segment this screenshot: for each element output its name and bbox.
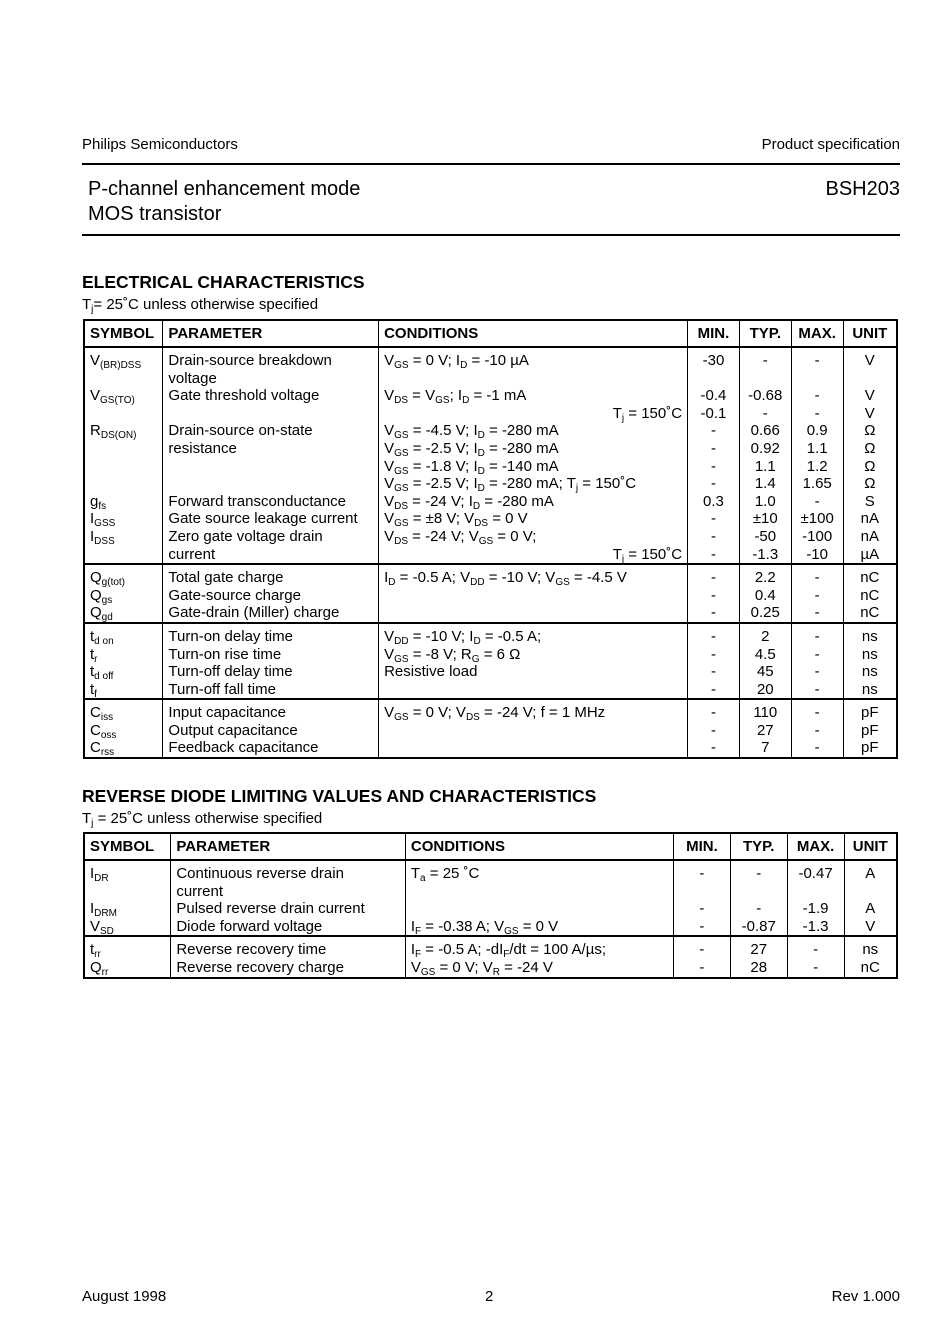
typ-cell: - - -0.87: [730, 860, 787, 936]
symbol-cell: $V_{(BR)DSS}$ $V_{GS(TO)}$ $R_{DS(ON)}$ $g_{fs}$ $I_{GSS}$ $I_{DSS}$: [84, 347, 163, 564]
max-cell: - -: [787, 936, 844, 977]
symbol-cell: $Q_{g(tot)}$ $Q_{gs}$ $Q_{gd}$: [84, 564, 163, 623]
col-conditions: CONDITIONS: [379, 320, 688, 347]
reverse-diode-table: [83, 832, 898, 979]
footer-revision: Rev 1.000: [831, 1288, 900, 1305]
symbol-cell: $t_{rr}$ $Q_{rr}$: [84, 936, 171, 977]
company-name: Philips Semiconductors: [82, 136, 238, 153]
unit-cell: V V V Ω Ω Ω Ω S nA nA µA: [843, 347, 897, 564]
col-unit: UNIT: [844, 833, 897, 860]
title-line-1: P-channel enhancement mode: [88, 178, 361, 200]
col-conditions: CONDITIONS: [405, 833, 673, 860]
part-number: BSH203: [825, 178, 900, 200]
min-cell: - - -: [688, 699, 740, 758]
parameter-cell: Reverse recovery time Reverse recovery charge: [171, 936, 406, 977]
symbol-cell: $I_{DR}$ $I_{DRM}$ $V_{SD}$: [84, 860, 171, 936]
typ-cell: 27 28: [730, 936, 787, 977]
symbol-cell: $t_{d on}$ $t_r$ $t_{d off}$ $t_f$: [84, 623, 163, 699]
max-cell: - - - 0.9 1.1 1.2 1.65 - ±100 -100 -10: [791, 347, 843, 564]
table-row: [84, 936, 897, 977]
conditions-cell: $T_a = 25$ ˚C $I_F = -0.38$ A; $V_{GS} = 0$ V: [405, 860, 673, 936]
unit-cell: nC nC nC: [843, 564, 897, 623]
table-row: [84, 860, 897, 936]
reverse-condition-note: [82, 810, 322, 827]
col-typ: TYP.: [730, 833, 787, 860]
footer-page-number: 2: [485, 1288, 494, 1305]
document-title: [88, 177, 360, 227]
max-cell: -0.47 -1.9 -1.3: [787, 860, 844, 936]
col-parameter: PARAMETER: [171, 833, 406, 860]
electrical-characteristics-table: [83, 319, 898, 759]
col-symbol: SYMBOL: [84, 833, 171, 860]
typ-cell: - -0.68 - 0.66 0.92 1.1 1.4 1.0 ±10 -50 -1.3: [739, 347, 791, 564]
parameter-cell: Total gate charge Gate-source charge Gate-drain (Miller) charge: [163, 564, 379, 623]
note-t: T: [82, 810, 92, 827]
conditions-cell: $V_{GS} = 0$ V; $I_D = -10$ µA $V_{DS} = V_{GS}$; $I_D = -1$ mA $T_j$ = 150˚C $V_{GS} = -4.5$ V; $I_D = -280$ mA $V_{GS} = -2.5$ V; $I_D = -280$ mA $V_{GS} = -1.8$ V; $I_D = -140$ mA $V_{GS} = -2.5$ V; $I_D = -280$ mA; $T_j$ = 150˚C $V_{DS} = -24$ V; $I_D = -280$ mA $V_{GS} = \pm 8$ V; $V_{DS} = 0$ V $V_{DS} = -24$ V; $V_{GS} = 0$ V; $T_j$ = 150˚C: [379, 347, 688, 564]
col-unit: UNIT: [843, 320, 897, 347]
note-sub: j: [91, 818, 94, 829]
typ-cell: 2.2 0.4 0.25: [739, 564, 791, 623]
min-cell: - - - -: [688, 623, 740, 699]
electrical-condition-note: [82, 296, 318, 313]
header-rule-bottom: [82, 234, 900, 236]
col-max: MAX.: [787, 833, 844, 860]
note-text: = 25˚C unless otherwise specified: [93, 810, 323, 827]
footer-date: August 1998: [82, 1288, 167, 1305]
unit-cell: pF pF pF: [843, 699, 897, 758]
table-header-row: [84, 833, 897, 860]
title-line-2: MOS transistor: [88, 203, 222, 225]
table-row: [84, 699, 897, 758]
reverse-section-title: REVERSE DIODE LIMITING VALUES AND CHARACTERISTICS: [82, 786, 597, 806]
header-rule-top: [82, 163, 900, 165]
col-symbol: SYMBOL: [84, 320, 163, 347]
min-cell: - - -: [674, 860, 731, 936]
parameter-cell: Drain-source breakdown voltage Gate threshold voltage Drain-source on-state resistance Forward transconductance Gate source leakage current Zero gate voltage drain current: [163, 347, 379, 564]
unit-cell: A A V: [844, 860, 897, 936]
table-row: [84, 347, 897, 564]
parameter-cell: Continuous reverse drain current Pulsed reverse drain current Diode forward voltage: [171, 860, 406, 936]
note-text: = 25˚C unless otherwise specified: [93, 296, 319, 313]
symbol-cell: $C_{iss}$ $C_{oss}$ $C_{rss}$: [84, 699, 163, 758]
conditions-cell: $I_D = -0.5$ A; $V_{DD} = -10$ V; $V_{GS} = -4.5$ V: [379, 564, 688, 623]
col-parameter: PARAMETER: [163, 320, 379, 347]
parameter-cell: Input capacitance Output capacitance Feedback capacitance: [163, 699, 379, 758]
document-type: Product specification: [761, 136, 900, 153]
note-t: T: [82, 296, 92, 313]
max-cell: - - -: [791, 699, 843, 758]
col-min: MIN.: [688, 320, 740, 347]
parameter-cell: Turn-on delay time Turn-on rise time Turn-off delay time Turn-off fall time: [163, 623, 379, 699]
max-cell: - - - -: [791, 623, 843, 699]
min-cell: - - -: [688, 564, 740, 623]
electrical-section-title: ELECTRICAL CHARACTERISTICS: [82, 272, 365, 292]
col-typ: TYP.: [739, 320, 791, 347]
table-header-row: [84, 320, 897, 347]
min-cell: -30 -0.4 -0.1 - - - - 0.3 - - -: [688, 347, 740, 564]
max-cell: - - -: [791, 564, 843, 623]
conditions-cell: $I_F = -0.5$ A; $-dI_F/dt = 100$ A/µs; $V_{GS} = 0$ V; $V_R = -24$ V: [405, 936, 673, 977]
min-cell: - -: [674, 936, 731, 977]
col-max: MAX.: [791, 320, 843, 347]
col-min: MIN.: [674, 833, 731, 860]
table-row: [84, 623, 897, 699]
conditions-cell: $V_{GS} = 0$ V; $V_{DS} = -24$ V; f = 1 MHz: [379, 699, 688, 758]
typ-cell: 2 4.5 45 20: [739, 623, 791, 699]
table-row: [84, 564, 897, 623]
conditions-cell: $V_{DD} = -10$ V; $I_D = -0.5$ A; $V_{GS} = -8$ V; $R_G = 6$ Ω Resistive load: [379, 623, 688, 699]
note-sub: j: [91, 304, 94, 315]
typ-cell: 110 27 7: [739, 699, 791, 758]
unit-cell: ns nC: [844, 936, 897, 977]
unit-cell: ns ns ns ns: [843, 623, 897, 699]
